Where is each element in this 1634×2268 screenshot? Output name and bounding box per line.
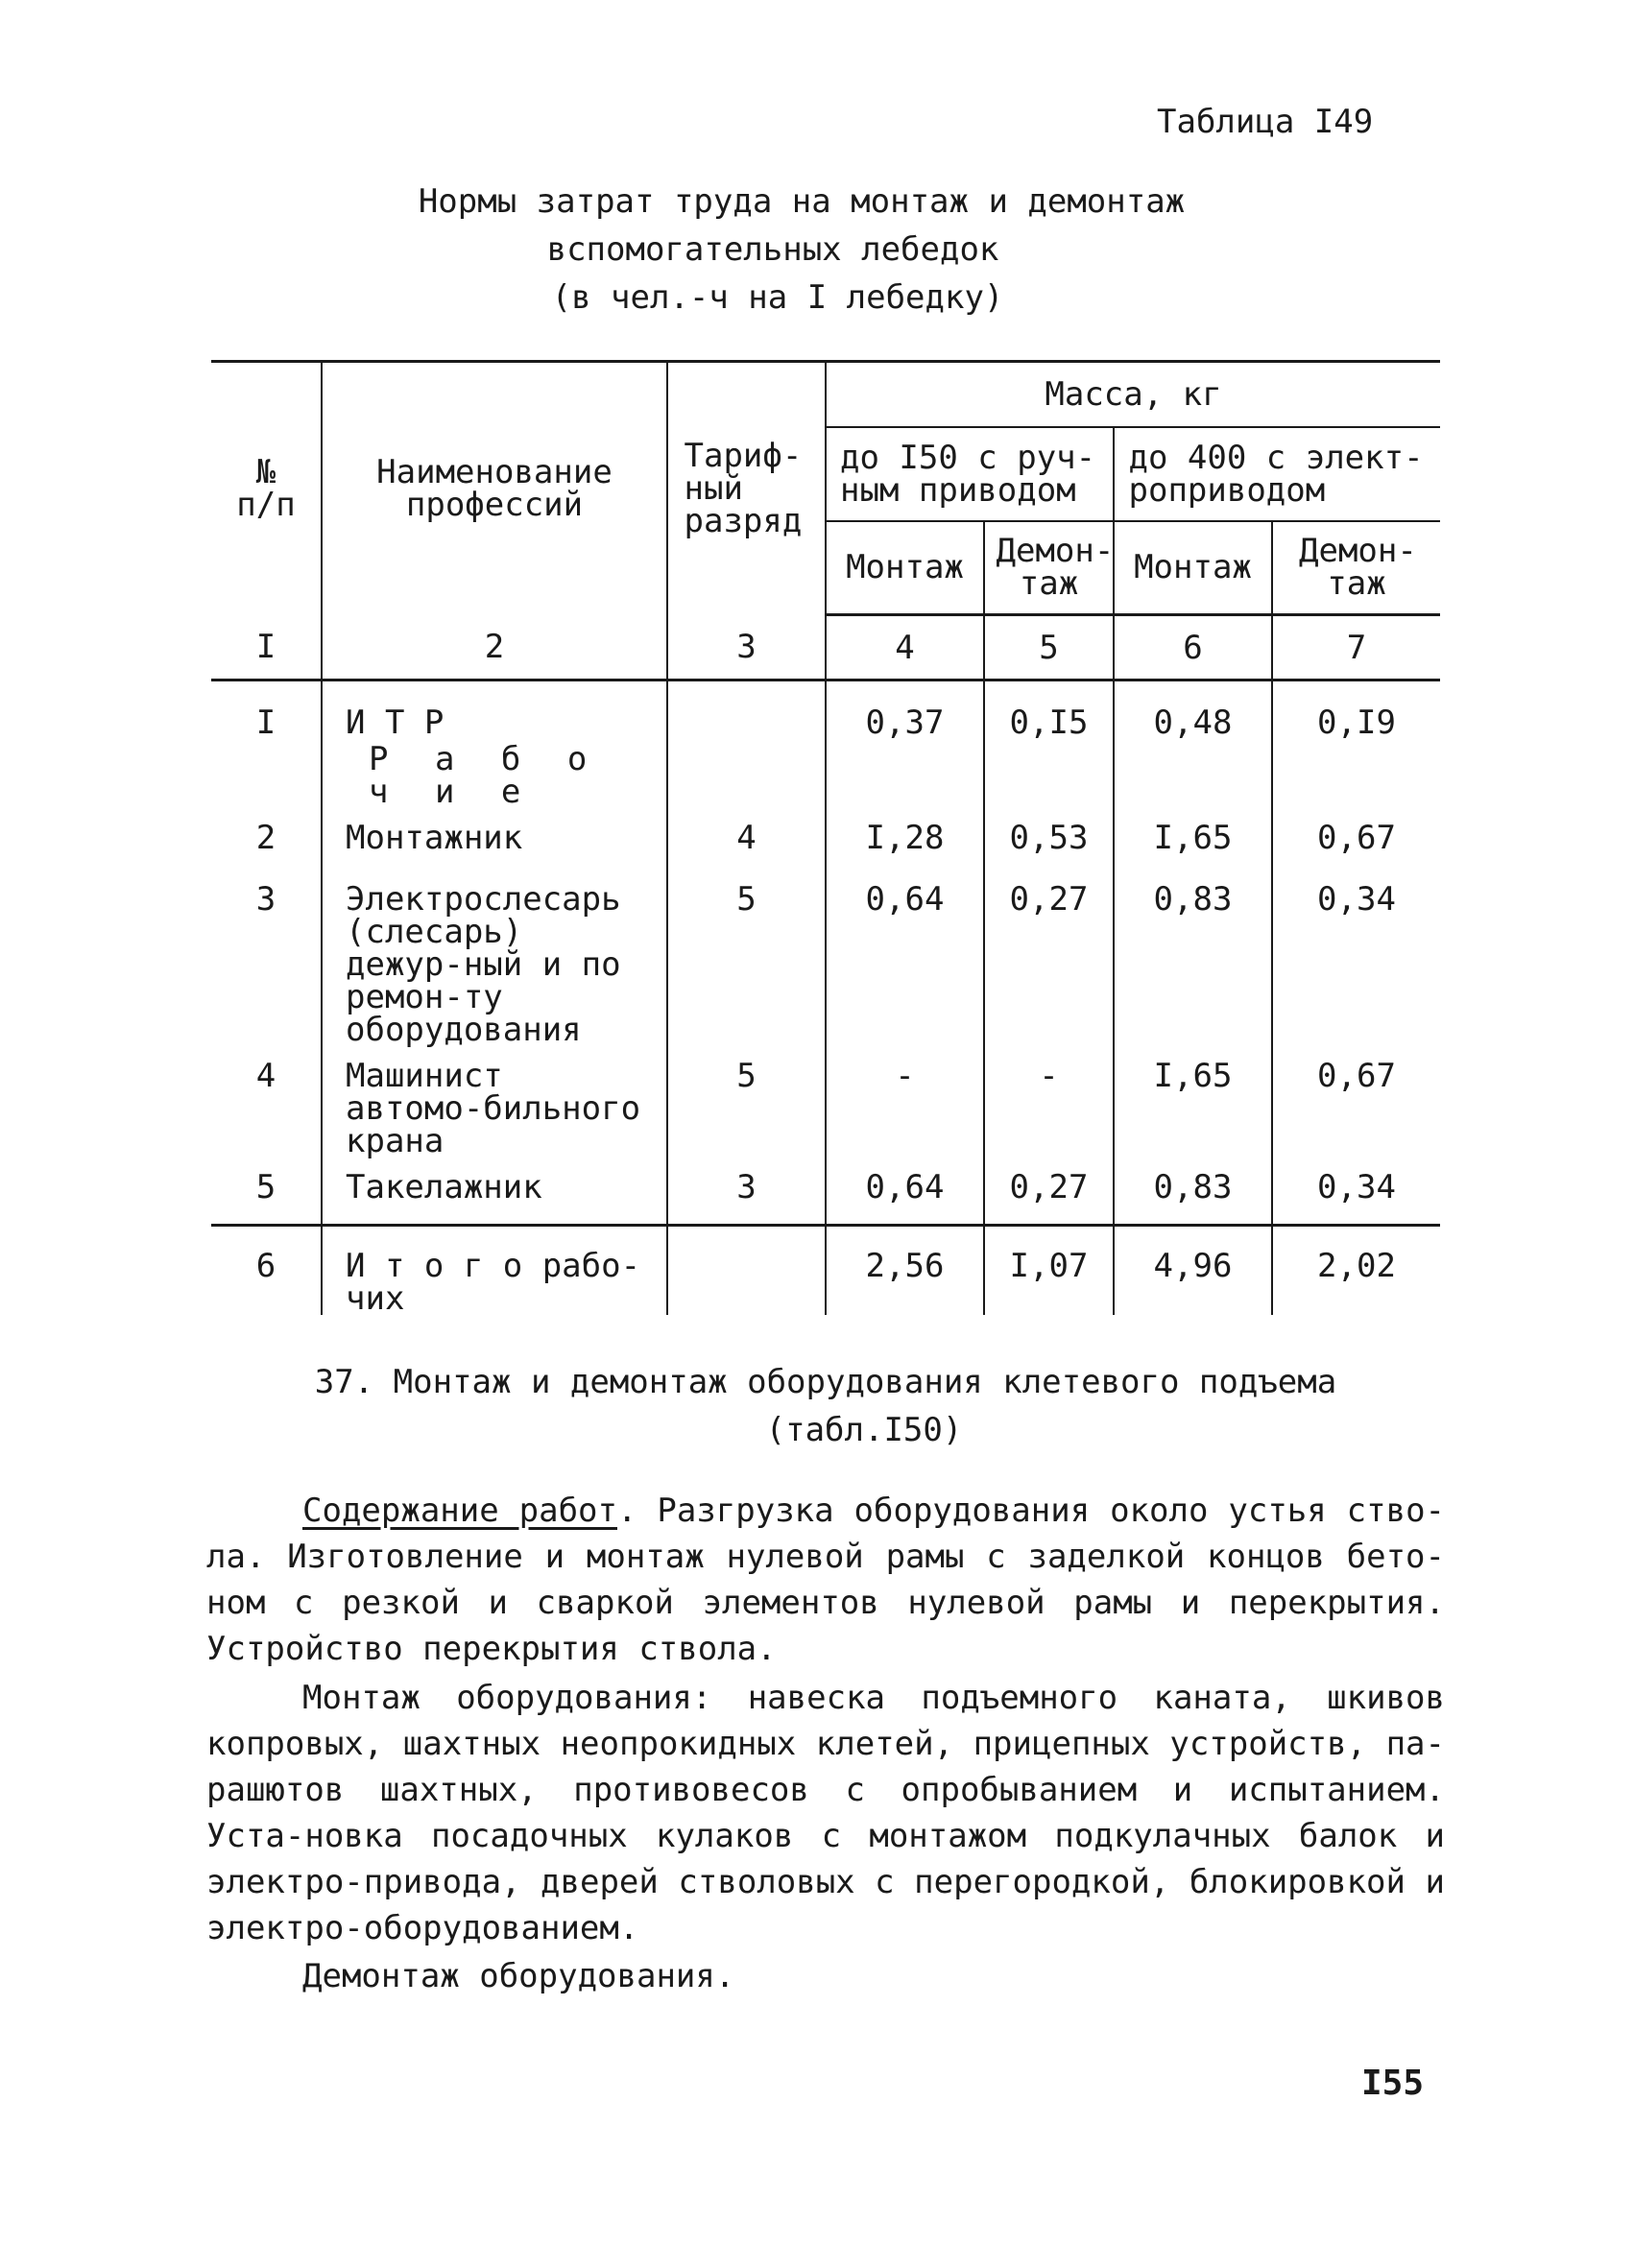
row-grade <box>667 1225 826 1315</box>
row-value: I,65 <box>1114 1046 1272 1158</box>
row-value: - <box>826 1046 984 1158</box>
row-value: I,28 <box>826 808 984 870</box>
table-row <box>211 808 1440 870</box>
row-value: 0,64 <box>826 870 984 1046</box>
table-title-line-2: вспомогательных лебедок <box>546 230 999 269</box>
row-value: 0,34 <box>1272 870 1440 1046</box>
row-value: 0,34 <box>1272 1158 1440 1225</box>
row-value: 2,02 <box>1272 1225 1440 1315</box>
table-row <box>211 1158 1440 1225</box>
column-number: 5 <box>984 615 1114 680</box>
row-value: 0,53 <box>984 808 1114 870</box>
row-value: 4,96 <box>1114 1225 1272 1315</box>
table-row <box>211 870 1440 1046</box>
row-value: 0,67 <box>1272 808 1440 870</box>
row-value: 0,48 <box>1114 680 1272 740</box>
row-name: Электрослесарь (слесарь) дежур-ный и по ремон-ту оборудования <box>346 880 621 1049</box>
row-name: И Т Р <box>322 680 667 740</box>
row-grade <box>667 680 826 740</box>
row-value: 0,67 <box>1272 1046 1440 1158</box>
row-num: 4 <box>211 1046 322 1158</box>
row-grade: 5 <box>667 870 826 1046</box>
row-num: 6 <box>211 1225 322 1315</box>
section-label-workers: Р а б о ч и е <box>369 740 601 811</box>
header-mass: Масса, кг <box>826 362 1440 427</box>
table-label: Таблица I49 <box>1157 103 1374 141</box>
column-number: 4 <box>826 615 984 680</box>
row-name: И т о г о рабо-чих <box>346 1246 641 1318</box>
column-number: I <box>211 615 322 680</box>
row-num: 3 <box>211 870 322 1046</box>
header-num: № п/п <box>211 362 322 615</box>
table-row <box>211 680 1440 740</box>
section-row <box>211 739 1440 808</box>
header-group-electric: до 400 с элект-роприводом <box>1114 427 1440 521</box>
table-title-line-3: (в чел.-ч на I лебедку) <box>551 278 1004 317</box>
table-row <box>211 1046 1440 1158</box>
row-value: 0,27 <box>984 1158 1114 1225</box>
row-value: 0,27 <box>984 870 1114 1046</box>
row-name: Машинист автомо-бильного крана <box>346 1057 641 1160</box>
table-row-total <box>211 1225 1440 1315</box>
row-grade: 4 <box>667 808 826 870</box>
row-value: 0,I5 <box>984 680 1114 740</box>
header-group-manual: до I50 с руч-ным приводом <box>826 427 1114 521</box>
norms-table <box>211 360 1440 1318</box>
mount-paragraph: Монтаж оборудования: навеска подъемного каната, шкивов копровых, шахтных неопрокидных клетей, прицепных устройств, па-рашютов шахтных, противовесов с опробыванием и испытанием. Уста-новка посадочных кулаков с монтажом подкулачных балок и электро-привода, дверей стволовых с перегородкой, блокировкой и электро-оборудованием. <box>206 1679 1445 1947</box>
row-num: I <box>211 680 322 740</box>
header-grade: Тариф-ный разряд <box>667 362 826 615</box>
header-mount-2: Монтаж <box>1114 521 1272 615</box>
column-number: 3 <box>667 615 826 680</box>
row-grade: 3 <box>667 1158 826 1225</box>
column-number: 7 <box>1272 615 1440 680</box>
row-value: 0,37 <box>826 680 984 740</box>
column-number: 6 <box>1114 615 1272 680</box>
section-heading: 37. Монтаж и демонтаж оборудования клетевого подъема <box>314 1363 1337 1401</box>
row-value: - <box>984 1046 1114 1158</box>
row-value: 2,56 <box>826 1225 984 1315</box>
row-value: I,65 <box>1114 808 1272 870</box>
content-label: Содержание работ <box>302 1492 617 1530</box>
content-paragraph: Содержание работ. Разгрузка оборудования около устья ство-ла. Изготовление и монтаж нулевой рамы с заделкой концов бето-ном с резкой и сваркой элементов нулевой рамы и перекрытия. Устройство перекрытия ствола. <box>206 1492 1446 1668</box>
row-value: I,07 <box>984 1225 1114 1315</box>
row-value: 0,83 <box>1114 1158 1272 1225</box>
header-profession: Наименование профессий <box>322 362 667 615</box>
section-heading-ref: (табл.I50) <box>765 1411 963 1449</box>
column-number: 2 <box>322 615 667 680</box>
dismount-paragraph: Демонтаж оборудования. <box>302 1957 735 1995</box>
header-mount-1: Монтаж <box>826 521 984 615</box>
header-dismount-1: Демон-таж <box>984 521 1114 615</box>
row-num: 5 <box>211 1158 322 1225</box>
row-num: 2 <box>211 808 322 870</box>
row-name: Такелажник <box>322 1158 667 1225</box>
header-dismount-2: Демон-таж <box>1272 521 1440 615</box>
row-value: 0,83 <box>1114 870 1272 1046</box>
row-value: 0,64 <box>826 1158 984 1225</box>
table-title-line-1: Нормы затрат труда на монтаж и демонтаж <box>418 182 1186 221</box>
row-name: Монтажник <box>322 808 667 870</box>
row-value: 0,I9 <box>1272 680 1440 740</box>
row-grade: 5 <box>667 1046 826 1158</box>
page-number: I55 <box>1361 2064 1425 2103</box>
